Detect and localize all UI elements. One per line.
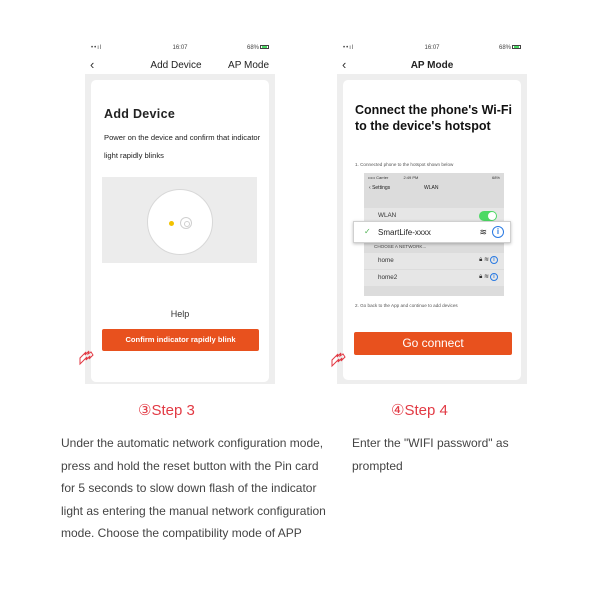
settings-title: WLAN	[424, 185, 439, 191]
status-time: 16:07	[172, 45, 188, 51]
settings-back-label: Settings	[372, 185, 391, 191]
lock-icon: 🔒︎	[479, 257, 483, 263]
settings-status-bar	[368, 175, 500, 180]
network-icons	[479, 273, 498, 281]
info-icon[interactable]: i	[490, 256, 498, 264]
ap-mode-card	[343, 80, 521, 380]
choose-network-header: CHOOSE A NETWORK...	[374, 244, 427, 249]
battery-percent: 68%	[498, 45, 511, 51]
network-row[interactable]	[364, 270, 504, 286]
settings-nav	[364, 183, 504, 195]
nav-title: AP Mode	[410, 60, 454, 71]
signal-indicator: ••ıl	[343, 45, 355, 51]
instruction-text: Power on the device and confirm that indicator light rapidly blinks	[104, 133, 261, 160]
checkmark-icon: ✓	[364, 227, 371, 236]
info-icon[interactable]: i	[490, 273, 498, 281]
nav-title: Add Device	[150, 60, 202, 71]
network-row[interactable]	[364, 253, 504, 269]
settings-time: 2:49 PM	[403, 175, 419, 180]
confirm-indicator-button[interactable]: Confirm indicator rapidly blink	[102, 329, 259, 351]
pointer-hand-icon	[78, 348, 96, 366]
wlan-toggle[interactable]	[479, 211, 497, 221]
step-3-title: ③Step 3	[138, 402, 195, 419]
network-name: home2	[378, 274, 398, 281]
wifi-icon: ≋	[483, 274, 489, 280]
status-time: 16:07	[424, 45, 440, 51]
go-connect-button[interactable]: Go connect	[354, 332, 512, 355]
selected-network-row[interactable]	[353, 221, 511, 243]
wifi-icon: ≋	[483, 257, 489, 263]
step-4-title: ④Step 4	[391, 402, 448, 419]
network-name: home	[378, 257, 394, 264]
battery-status	[247, 45, 269, 51]
ap-mode-button[interactable]: AP Mode	[228, 60, 269, 71]
indicator-light-icon	[169, 221, 174, 226]
network-icons	[479, 256, 498, 264]
battery-icon	[512, 45, 521, 49]
page-title: Connect the phone's Wi-Fi to the device's hotspot	[355, 103, 513, 133]
wifi-icon: ≋	[479, 227, 487, 237]
nav-bar	[337, 56, 527, 74]
reset-button-icon	[180, 217, 192, 229]
phone-screenshot-ap-mode	[337, 42, 527, 384]
step-3-description: Under the automatic network configuration mode, press and hold the reset button with the Pin card for 5 seconds to slow down flash of the indicator light as entering the manual network configuration mode. Choose the compatibility mode of APP	[61, 436, 326, 541]
lock-icon: 🔒︎	[479, 274, 483, 280]
settings-back-link[interactable]: ‹ Settings	[369, 185, 391, 191]
step-4-description: Enter the "WIFI password" as prompted	[352, 436, 509, 473]
pointer-hand-icon	[330, 350, 348, 368]
selected-network-name: SmartLife-xxxx	[378, 228, 431, 237]
settings-battery: 68%	[491, 175, 500, 180]
status-bar	[337, 42, 527, 56]
info-icon[interactable]: i	[492, 226, 504, 238]
signal-indicator: ••ıl	[91, 45, 103, 51]
phone-screenshot-add-device	[85, 42, 275, 384]
battery-percent: 68%	[246, 45, 259, 51]
back-chevron-icon[interactable]: ‹	[90, 57, 95, 72]
instruction-note-1: 1. Connected phone to the hotspot shown below	[355, 162, 454, 167]
page-title: Add Device	[104, 107, 176, 121]
help-link[interactable]: Help	[170, 309, 190, 319]
device-illustration	[102, 177, 257, 263]
carrier-label: ••••• Carrier	[368, 175, 389, 180]
status-bar	[85, 42, 275, 56]
wlan-label: WLAN	[378, 212, 397, 219]
add-device-card	[91, 80, 269, 382]
back-chevron-icon[interactable]: ‹	[342, 57, 347, 72]
device-body	[147, 189, 213, 255]
battery-icon	[260, 45, 269, 49]
battery-status	[499, 45, 521, 51]
nav-bar	[85, 56, 275, 74]
instruction-note-2: 2. Go back to the App and continue to add devices	[355, 303, 458, 308]
